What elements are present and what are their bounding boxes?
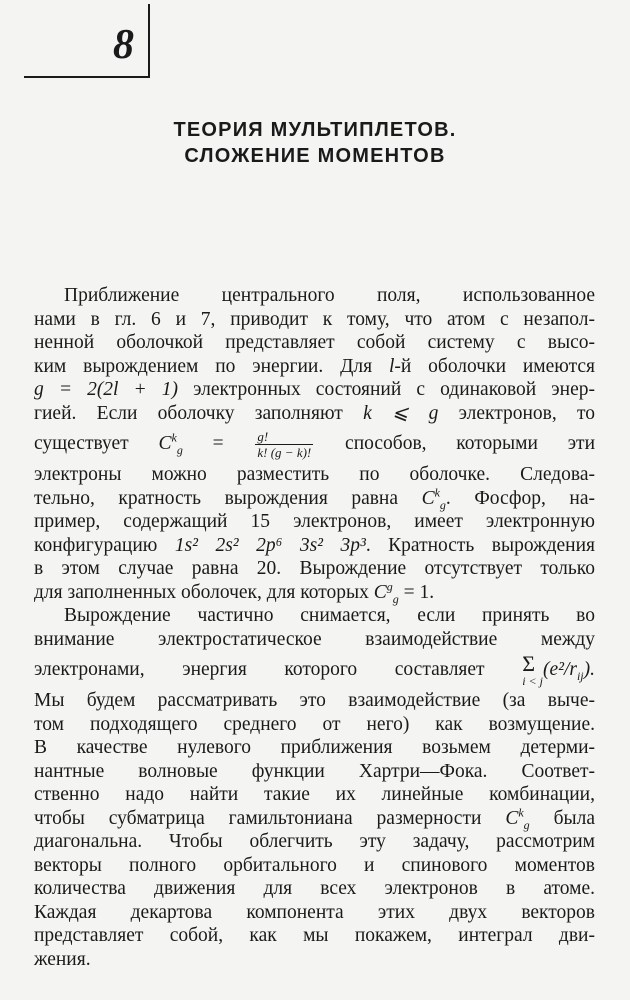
- text-line: [34, 378, 595, 402]
- text-line: [34, 487, 595, 511]
- text-fragment: электронов, то: [458, 402, 596, 424]
- math-binomial-symbol: $C^k_g$: [421, 485, 446, 512]
- text-fragment: ким вырождением по энергии. Для: [34, 355, 373, 377]
- text-line: ненной оболочкой представляет собой систему с высо-: [34, 332, 595, 353]
- text-line: нами в гл. 6 и 7, приводит к тому, что атом с незапол-: [34, 308, 595, 330]
- math-binomial-symbol: $C^k_g$: [505, 805, 530, 832]
- math-formula: k ⩽ g: [363, 402, 439, 424]
- text-fragment: для заполненных оболочек, для которых: [34, 581, 369, 603]
- chapter-title-line-1: ТЕОРИЯ МУЛЬТИПЛЕТОВ.: [173, 119, 457, 141]
- math-formula: g = 2(2l + 1): [34, 379, 179, 400]
- text-fragment: электронами, энергия которого составляет: [34, 659, 485, 680]
- text-fragment: -й оболочки имеются: [394, 355, 595, 377]
- text-fragment: электронных состояний с одинаковой энер-: [178, 379, 595, 400]
- text-line: Приближение центрального поля, использованное: [64, 285, 595, 306]
- text-line: внимание электростатическое взаимодействие между: [34, 628, 595, 650]
- summation-symbol: Σ i < j: [522, 650, 543, 688]
- text-line: электроны можно разместить по оболочке. Следова-: [34, 464, 595, 485]
- math-variable: l: [388, 355, 395, 377]
- chapter-title-line-2: СЛОЖЕНИЕ МОМЕНТОВ: [184, 145, 446, 167]
- text-line: [34, 807, 595, 831]
- text-line: [34, 402, 595, 426]
- text-line: Мы будем рассматривать это взаимодействие (за выче-: [34, 690, 595, 711]
- text-line: [34, 651, 595, 689]
- math-formula: $(e^2/r_{ij})$.: [542, 659, 596, 683]
- text-fragment: гией. Если оболочку заполняют: [34, 402, 343, 424]
- text-line: ственно надо найти такие их линейные комбинации,: [34, 784, 595, 805]
- math-binomial-symbol: $C^k_g$: [158, 430, 183, 457]
- electron-configuration: 1s² 2s² 2p⁶ 3s² 3p³: [174, 534, 366, 556]
- text-line: пример, содержащий 15 электронов, имеет электронную: [34, 511, 595, 532]
- body-text: [34, 284, 595, 971]
- chapter-number-box: [24, 4, 150, 78]
- text-fragment: = 1.: [398, 581, 435, 603]
- text-line: [34, 355, 595, 379]
- text-fragment: . Фосфор, на-: [445, 487, 595, 509]
- text-line: Вырождение частично снимается, если принять во: [64, 605, 595, 626]
- chapter-number: 8: [113, 22, 134, 68]
- text-fragment: способов, которыми эти: [345, 433, 596, 454]
- text-line: нантные волновые функции Хартри—Фока. Соответ-: [34, 760, 595, 782]
- text-fragment: тельно, кратность вырождения равна: [34, 487, 399, 509]
- text-line: Каждая декартова компонента этих двух векторов: [34, 901, 595, 923]
- text-line: В качестве нулевого приближения возьмем детерми-: [34, 737, 595, 758]
- text-line: количества движения для всех электронов в атоме.: [34, 878, 595, 899]
- text-line: в этом случае равна 20. Вырождение отсутствует только: [34, 558, 595, 579]
- text-line: [34, 581, 595, 605]
- text-line: представляет собой, как мы покажем, интеграл дви-: [34, 925, 595, 946]
- text-line: жения.: [34, 948, 91, 970]
- fraction-numerator: g!: [255, 429, 313, 445]
- text-fragment: существует: [34, 433, 129, 454]
- text-fragment: была: [553, 807, 596, 829]
- text-line: том подходящего среднего от него) как возмущение.: [34, 713, 595, 735]
- math-equals: =: [182, 433, 254, 454]
- text-fragment: . Кратность вырождения: [365, 534, 596, 556]
- text-line: [34, 534, 595, 558]
- text-line: диагональна. Чтобы облегчить эту задачу, рассмотрим: [34, 831, 595, 852]
- fraction-denominator: k! (g − k)!: [257, 445, 312, 461]
- text-fragment: конфигурацию: [34, 534, 158, 556]
- text-line: векторы полного орбитального и спинового моментов: [34, 854, 595, 876]
- text-line: [34, 425, 595, 463]
- chapter-title: [0, 117, 630, 169]
- math-fraction: [255, 429, 313, 460]
- text-fragment: чтобы субматрица гамильтониана размерности: [34, 807, 482, 829]
- math-binomial-symbol: $C^g_g$: [373, 579, 399, 606]
